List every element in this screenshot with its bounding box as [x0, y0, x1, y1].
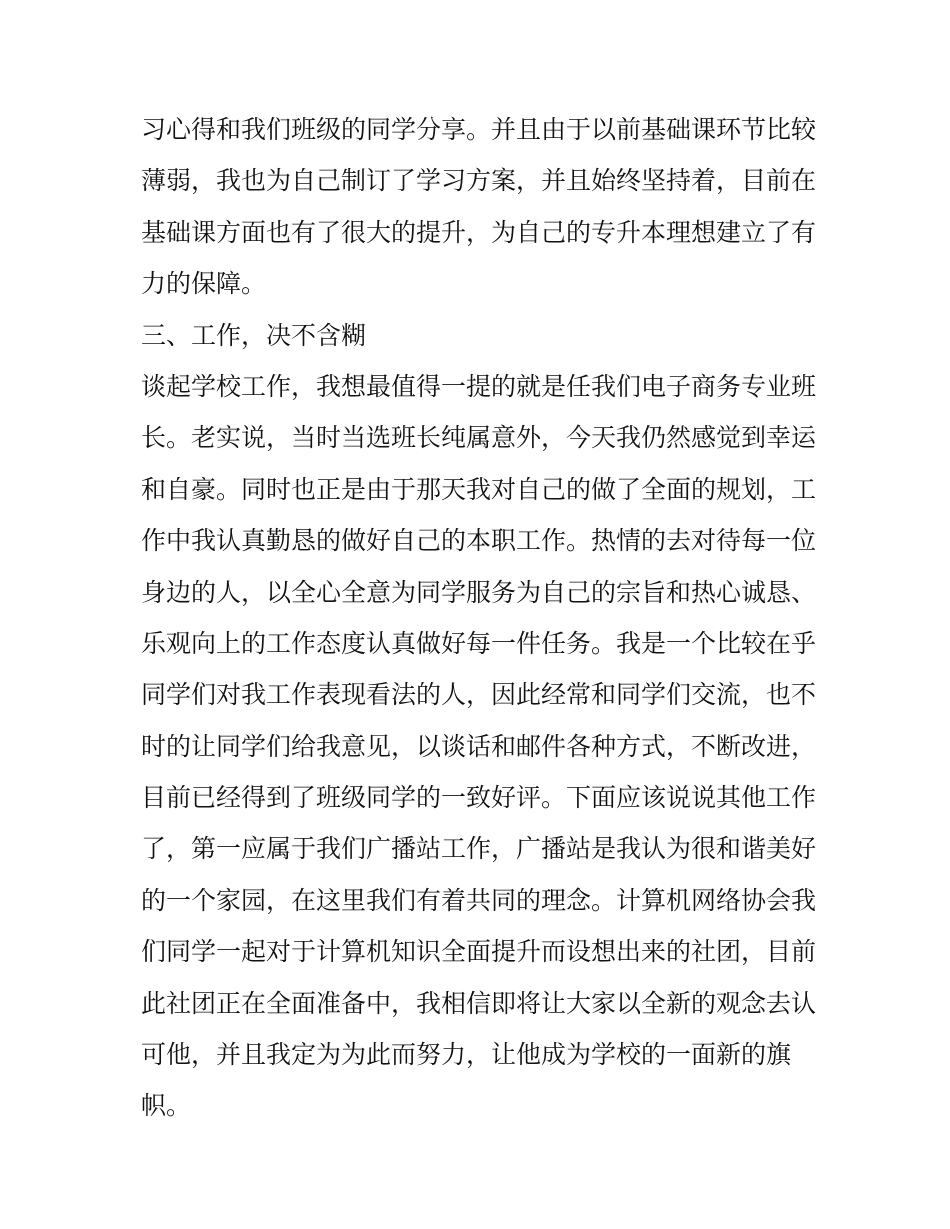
text-line: 了，第一应属于我们广播站工作，广播站是我认为很和谐美好	[141, 834, 817, 864]
text-line: 可他，并且我定为为此而努力，让他成为学校的一面新的旗	[141, 1040, 792, 1070]
text-line: 乐观向上的工作态度认真做好每一件任务。我是一个比较在乎	[141, 628, 817, 658]
text-line: 此社团正在全面准备中，我相信即将让大家以全新的观念去认	[141, 988, 817, 1018]
document-body	[141, 104, 821, 1132]
text-line: 基础课方面也有了很大的提升，为自己的专升本理想建立了有	[141, 217, 817, 247]
text-line: 长。老实说，当时当选班长纯属意外，今天我仍然感觉到幸运	[141, 423, 817, 453]
text-line: 的一个家园，在这里我们有着共同的理念。计算机网络协会我	[141, 885, 817, 915]
text-line: 身边的人，以全心全意为同学服务为自己的宗旨和热心诚恳、	[141, 577, 817, 607]
section-heading: 三、工作，决不含糊	[141, 320, 367, 350]
text-line: 们同学一起对于计算机知识全面提升而设想出来的社团，目前	[141, 937, 817, 967]
text-line: 薄弱，我也为自己制订了学习方案，并且始终坚持着，目前在	[141, 166, 817, 196]
text-line: 和自豪。同时也正是由于那天我对自己的做了全面的规划，工	[141, 474, 817, 504]
text-line: 习心得和我们班级的同学分享。并且由于以前基础课环节比较	[141, 115, 817, 144]
text-line: 目前已经得到了班级同学的一致好评。下面应该说说其他工作	[141, 783, 817, 813]
text-line: 同学们对我工作表现看法的人，因此经常和同学们交流，也不	[141, 680, 817, 710]
text-line: 谈起学校工作，我想最值得一提的就是任我们电子商务专业班	[141, 371, 817, 401]
text-line: 作中我认真勤恳的做好自己的本职工作。热情的去对待每一位	[141, 526, 817, 556]
text-line: 力的保障。	[141, 269, 267, 299]
text-line: 时的让同学们给我意见，以谈话和邮件各种方式，不断改进，	[141, 731, 817, 761]
text-line: 帜。	[141, 1091, 192, 1121]
